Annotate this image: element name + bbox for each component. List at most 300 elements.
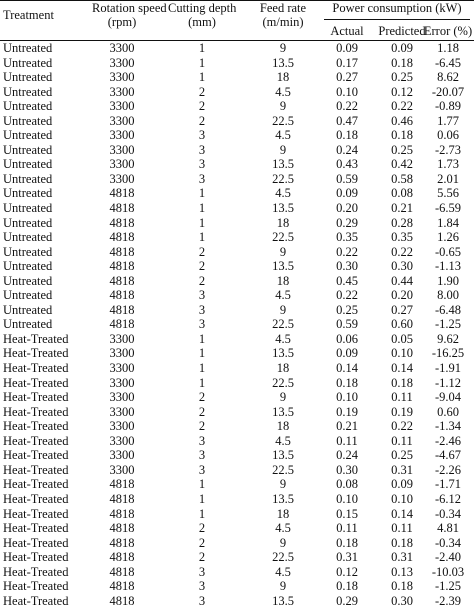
cell-error: -2.26 (434, 462, 462, 477)
cell-predicted: 0.35 (391, 230, 413, 245)
cell-error: -2.73 (434, 142, 462, 157)
cell-actual: 0.08 (336, 477, 358, 492)
header-error: Error (%) (423, 24, 473, 38)
cell-cutting-depth: 3 (198, 317, 206, 332)
cell-error: -1.34 (434, 419, 462, 434)
cell-predicted: 0.25 (391, 448, 413, 463)
cell-feed-rate: 18 (276, 273, 290, 288)
cell-error: 8.00 (437, 288, 459, 303)
cell-predicted: 0.60 (391, 317, 413, 332)
header-actual: Actual (330, 24, 364, 38)
cell-error: 5.56 (437, 186, 459, 201)
table-row (0, 288, 474, 303)
header-cutting-depth-unit: (mm) (188, 15, 216, 29)
cell-cutting-depth: 2 (198, 113, 206, 128)
cell-treatment: Untreated (3, 157, 53, 172)
cell-predicted: 0.11 (391, 521, 413, 536)
cell-cutting-depth: 2 (198, 259, 206, 274)
cell-predicted: 0.05 (391, 331, 413, 346)
cell-feed-rate: 13.5 (272, 448, 294, 463)
cell-treatment: Heat-Treated (3, 506, 69, 521)
cell-error: -2.46 (434, 433, 462, 448)
cell-treatment: Untreated (3, 230, 53, 245)
cell-rotation-speed: 3300 (109, 55, 135, 70)
cell-error: -16.25 (431, 346, 465, 361)
cell-error: -4.67 (434, 448, 462, 463)
table-row (0, 172, 474, 187)
cell-feed-rate: 22.5 (272, 171, 294, 186)
table-row (0, 550, 474, 565)
cell-actual: 0.11 (336, 433, 358, 448)
cell-error: 1.18 (437, 41, 459, 55)
cell-error: -2.39 (434, 593, 462, 608)
cell-treatment: Heat-Treated (3, 579, 69, 594)
cell-error: -0.89 (434, 99, 462, 114)
cell-treatment: Heat-Treated (3, 564, 69, 579)
cell-predicted: 0.27 (391, 302, 413, 317)
cell-actual: 0.09 (336, 41, 358, 55)
cell-treatment: Heat-Treated (3, 477, 69, 492)
cell-cutting-depth: 1 (198, 361, 206, 376)
cell-predicted: 0.25 (391, 142, 413, 157)
cell-actual: 0.20 (336, 201, 358, 216)
cell-feed-rate: 22.5 (272, 462, 294, 477)
cell-cutting-depth: 2 (198, 99, 206, 114)
cell-feed-rate: 4.5 (275, 128, 291, 143)
cell-rotation-speed: 4818 (109, 186, 135, 201)
cell-error: -0.34 (434, 506, 462, 521)
cell-error: 1.73 (437, 157, 459, 172)
cell-treatment: Untreated (3, 317, 53, 332)
cell-cutting-depth: 3 (198, 128, 206, 143)
cell-cutting-depth: 2 (198, 535, 206, 550)
cell-treatment: Untreated (3, 84, 53, 99)
cell-actual: 0.25 (336, 302, 358, 317)
cell-rotation-speed: 4818 (109, 535, 135, 550)
cell-predicted: 0.46 (391, 113, 413, 128)
table-row (0, 463, 474, 478)
cell-cutting-depth: 3 (198, 433, 206, 448)
cell-error: -1.91 (434, 361, 462, 376)
cell-rotation-speed: 3300 (109, 171, 135, 186)
cell-rotation-speed: 4818 (109, 593, 135, 608)
cell-error: 9.62 (437, 331, 459, 346)
cell-feed-rate: 13.5 (272, 55, 294, 70)
cell-error: -20.07 (431, 84, 465, 99)
cell-feed-rate: 13.5 (272, 157, 294, 172)
cell-actual: 0.12 (336, 564, 358, 579)
cell-feed-rate: 13.5 (272, 259, 294, 274)
cell-actual: 0.09 (336, 346, 358, 361)
cell-predicted: 0.18 (391, 375, 413, 390)
cell-feed-rate: 4.5 (275, 331, 291, 346)
cell-predicted: 0.44 (391, 273, 413, 288)
table-row (0, 434, 474, 449)
cell-treatment: Heat-Treated (3, 433, 69, 448)
cell-actual: 0.14 (336, 361, 358, 376)
cell-cutting-depth: 1 (198, 506, 206, 521)
cell-cutting-depth: 3 (198, 142, 206, 157)
cell-predicted: 0.31 (391, 550, 413, 565)
cell-cutting-depth: 1 (198, 375, 206, 390)
cell-cutting-depth: 1 (198, 477, 206, 492)
cell-predicted: 0.28 (391, 215, 413, 230)
cell-cutting-depth: 1 (198, 230, 206, 245)
cell-treatment: Heat-Treated (3, 346, 69, 361)
cell-predicted: 0.09 (391, 41, 413, 55)
table-row (0, 346, 474, 361)
table-row (0, 565, 474, 580)
cell-treatment: Untreated (3, 171, 53, 186)
table-row (0, 448, 474, 463)
cell-feed-rate: 4.5 (275, 288, 291, 303)
table-row (0, 332, 474, 347)
cell-feed-rate: 9 (279, 142, 287, 157)
table-row (0, 477, 474, 492)
cell-rotation-speed: 4818 (109, 302, 135, 317)
cell-treatment: Heat-Treated (3, 331, 69, 346)
cell-rotation-speed: 4818 (109, 244, 135, 259)
cell-actual: 0.21 (336, 419, 358, 434)
cell-predicted: 0.22 (391, 244, 413, 259)
cell-feed-rate: 18 (276, 361, 290, 376)
cell-feed-rate: 4.5 (275, 564, 291, 579)
cell-rotation-speed: 3300 (109, 361, 135, 376)
cell-feed-rate: 18 (276, 506, 290, 521)
cell-rotation-speed: 3300 (109, 433, 135, 448)
table-row (0, 419, 474, 434)
cell-error: -0.34 (434, 535, 462, 550)
cell-predicted: 0.25 (391, 70, 413, 85)
cell-cutting-depth: 3 (198, 448, 206, 463)
cell-feed-rate: 13.5 (272, 201, 294, 216)
cell-actual: 0.59 (336, 317, 358, 332)
cell-cutting-depth: 3 (198, 288, 206, 303)
cell-feed-rate: 9 (279, 41, 287, 55)
cell-rotation-speed: 4818 (109, 521, 135, 536)
header-power-consumption: Power consumption (kW) (332, 1, 462, 15)
cell-cutting-depth: 2 (198, 244, 206, 259)
cell-cutting-depth: 2 (198, 390, 206, 405)
cell-rotation-speed: 3300 (109, 448, 135, 463)
cell-treatment: Heat-Treated (3, 593, 69, 608)
cell-feed-rate: 9 (279, 477, 287, 492)
cell-feed-rate: 9 (279, 390, 287, 405)
table-header (0, 0, 474, 41)
cell-actual: 0.22 (336, 99, 358, 114)
cell-predicted: 0.18 (391, 535, 413, 550)
table-row (0, 507, 474, 522)
cell-predicted: 0.08 (391, 186, 413, 201)
cell-error: 1.26 (437, 230, 459, 245)
cell-feed-rate: 4.5 (275, 186, 291, 201)
cell-actual: 0.15 (336, 506, 358, 521)
cell-actual: 0.59 (336, 171, 358, 186)
cell-treatment: Untreated (3, 113, 53, 128)
cell-actual: 0.18 (336, 535, 358, 550)
table-row (0, 361, 474, 376)
cell-predicted: 0.31 (391, 462, 413, 477)
header-rotation-speed-unit: (rpm) (107, 15, 137, 29)
cell-feed-rate: 18 (276, 419, 290, 434)
cell-feed-rate: 18 (276, 70, 290, 85)
table-row (0, 56, 474, 71)
cell-predicted: 0.58 (391, 171, 413, 186)
cell-error: 1.84 (437, 215, 459, 230)
cell-cutting-depth: 1 (198, 215, 206, 230)
cell-error: 1.90 (437, 273, 459, 288)
cell-cutting-depth: 1 (198, 346, 206, 361)
cell-actual: 0.24 (336, 448, 358, 463)
cell-actual: 0.27 (336, 70, 358, 85)
cell-cutting-depth: 1 (198, 491, 206, 506)
cell-treatment: Untreated (3, 288, 53, 303)
cell-error: 0.60 (437, 404, 459, 419)
table-row (0, 274, 474, 289)
cell-error: -1.71 (434, 477, 462, 492)
cell-feed-rate: 9 (279, 244, 287, 259)
header-feed-rate-unit: (m/min) (262, 15, 304, 29)
cell-actual: 0.10 (336, 84, 358, 99)
cell-cutting-depth: 1 (198, 41, 206, 55)
table-row (0, 230, 474, 245)
cell-error: 1.77 (437, 113, 459, 128)
cell-feed-rate: 9 (279, 99, 287, 114)
cell-rotation-speed: 3300 (109, 375, 135, 390)
table-row (0, 157, 474, 172)
cell-feed-rate: 18 (276, 215, 290, 230)
cell-predicted: 0.10 (391, 491, 413, 506)
cell-predicted: 0.22 (391, 419, 413, 434)
cell-error: 2.01 (437, 171, 459, 186)
cell-predicted: 0.22 (391, 99, 413, 114)
table-row (0, 390, 474, 405)
cell-rotation-speed: 3300 (109, 84, 135, 99)
cell-rotation-speed: 3300 (109, 157, 135, 172)
table-row (0, 536, 474, 551)
header-cutting-depth: Cutting depth (168, 1, 237, 15)
cell-treatment: Untreated (3, 302, 53, 317)
cell-actual: 0.11 (336, 521, 358, 536)
cell-rotation-speed: 4818 (109, 564, 135, 579)
cell-treatment: Heat-Treated (3, 462, 69, 477)
cell-rotation-speed: 4818 (109, 288, 135, 303)
header-feed-rate: Feed rate (259, 1, 307, 15)
table-row (0, 41, 474, 56)
cell-cutting-depth: 2 (198, 419, 206, 434)
table-row (0, 143, 474, 158)
cell-cutting-depth: 1 (198, 186, 206, 201)
cell-actual: 0.24 (336, 142, 358, 157)
cell-predicted: 0.12 (391, 84, 413, 99)
cell-actual: 0.31 (336, 550, 358, 565)
cell-treatment: Untreated (3, 201, 53, 216)
cell-actual: 0.22 (336, 244, 358, 259)
table-body (0, 41, 474, 608)
cell-rotation-speed: 3300 (109, 70, 135, 85)
cell-predicted: 0.14 (391, 506, 413, 521)
cell-predicted: 0.30 (391, 259, 413, 274)
header-treatment: Treatment (3, 8, 54, 22)
cell-rotation-speed: 3300 (109, 390, 135, 405)
cell-actual: 0.29 (336, 215, 358, 230)
cell-feed-rate: 22.5 (272, 317, 294, 332)
cell-cutting-depth: 2 (198, 521, 206, 536)
cell-treatment: Untreated (3, 259, 53, 274)
cell-actual: 0.18 (336, 375, 358, 390)
cell-feed-rate: 13.5 (272, 593, 294, 608)
table-row (0, 186, 474, 201)
cell-rotation-speed: 4818 (109, 201, 135, 216)
cell-treatment: Heat-Treated (3, 491, 69, 506)
cell-rotation-speed: 3300 (109, 404, 135, 419)
cell-treatment: Untreated (3, 41, 53, 55)
cell-rotation-speed: 3300 (109, 419, 135, 434)
cell-actual: 0.30 (336, 462, 358, 477)
table-row (0, 201, 474, 216)
table-row (0, 405, 474, 420)
cell-feed-rate: 13.5 (272, 404, 294, 419)
cell-actual: 0.29 (336, 593, 358, 608)
table-row (0, 579, 474, 594)
cell-error: 0.06 (437, 128, 459, 143)
cell-rotation-speed: 4818 (109, 506, 135, 521)
cell-feed-rate: 9 (279, 302, 287, 317)
cell-treatment: Heat-Treated (3, 448, 69, 463)
cell-actual: 0.09 (336, 186, 358, 201)
cell-feed-rate: 22.5 (272, 375, 294, 390)
cell-treatment: Heat-Treated (3, 419, 69, 434)
cell-feed-rate: 13.5 (272, 491, 294, 506)
cell-actual: 0.35 (336, 230, 358, 245)
cell-feed-rate: 22.5 (272, 230, 294, 245)
cell-error: 8.62 (437, 70, 459, 85)
cell-error: 4.81 (437, 521, 459, 536)
table-row (0, 376, 474, 391)
cell-treatment: Heat-Treated (3, 390, 69, 405)
table-row (0, 216, 474, 231)
cell-treatment: Untreated (3, 244, 53, 259)
cell-error: -0.65 (434, 244, 462, 259)
cell-cutting-depth: 3 (198, 157, 206, 172)
cell-cutting-depth: 3 (198, 462, 206, 477)
cell-cutting-depth: 2 (198, 84, 206, 99)
cell-treatment: Heat-Treated (3, 535, 69, 550)
cell-error: -9.04 (434, 390, 462, 405)
cell-treatment: Untreated (3, 186, 53, 201)
cell-rotation-speed: 3300 (109, 99, 135, 114)
cell-actual: 0.45 (336, 273, 358, 288)
cell-cutting-depth: 3 (198, 302, 206, 317)
cell-predicted: 0.11 (391, 433, 413, 448)
cell-feed-rate: 4.5 (275, 84, 291, 99)
cell-error: -6.45 (434, 55, 462, 70)
cell-cutting-depth: 2 (198, 273, 206, 288)
cell-actual: 0.10 (336, 491, 358, 506)
table-row (0, 128, 474, 143)
cell-rotation-speed: 4818 (109, 579, 135, 594)
cell-rotation-speed: 4818 (109, 491, 135, 506)
cell-rotation-speed: 4818 (109, 317, 135, 332)
cell-treatment: Untreated (3, 273, 53, 288)
cell-treatment: Untreated (3, 70, 53, 85)
cell-rotation-speed: 4818 (109, 273, 135, 288)
cell-actual: 0.17 (336, 55, 358, 70)
cell-treatment: Heat-Treated (3, 361, 69, 376)
cell-predicted: 0.18 (391, 579, 413, 594)
cell-actual: 0.10 (336, 390, 358, 405)
cell-predicted: 0.11 (391, 390, 413, 405)
cell-error: -1.25 (434, 579, 462, 594)
table-row (0, 303, 474, 318)
cell-rotation-speed: 3300 (109, 346, 135, 361)
header-group-rule (324, 19, 470, 20)
cell-actual: 0.43 (336, 157, 358, 172)
cell-predicted: 0.21 (391, 201, 413, 216)
cell-rotation-speed: 4818 (109, 550, 135, 565)
cell-feed-rate: 22.5 (272, 550, 294, 565)
table-row (0, 245, 474, 260)
cell-feed-rate: 22.5 (272, 113, 294, 128)
cell-treatment: Untreated (3, 128, 53, 143)
cell-predicted: 0.13 (391, 564, 413, 579)
cell-cutting-depth: 3 (198, 564, 206, 579)
table-row (0, 521, 474, 536)
cell-treatment: Heat-Treated (3, 404, 69, 419)
cell-rotation-speed: 3300 (109, 113, 135, 128)
cell-rotation-speed: 3300 (109, 331, 135, 346)
cell-rotation-speed: 4818 (109, 215, 135, 230)
cell-treatment: Heat-Treated (3, 550, 69, 565)
cell-error: -1.12 (434, 375, 462, 390)
cell-rotation-speed: 3300 (109, 142, 135, 157)
cell-rotation-speed: 3300 (109, 462, 135, 477)
cell-predicted: 0.19 (391, 404, 413, 419)
cell-predicted: 0.10 (391, 346, 413, 361)
cell-treatment: Heat-Treated (3, 375, 69, 390)
cell-rotation-speed: 3300 (109, 41, 135, 55)
table-row (0, 99, 474, 114)
cell-predicted: 0.18 (391, 128, 413, 143)
table-row (0, 259, 474, 274)
cell-error: -6.12 (434, 491, 462, 506)
cell-predicted: 0.20 (391, 288, 413, 303)
cell-feed-rate: 4.5 (275, 433, 291, 448)
cell-cutting-depth: 2 (198, 550, 206, 565)
cell-rotation-speed: 4818 (109, 259, 135, 274)
header-predicted: Predicted (378, 24, 426, 38)
cell-actual: 0.22 (336, 288, 358, 303)
table-row (0, 594, 474, 609)
cell-actual: 0.18 (336, 128, 358, 143)
cell-feed-rate: 13.5 (272, 346, 294, 361)
cell-rotation-speed: 4818 (109, 477, 135, 492)
cell-cutting-depth: 1 (198, 55, 206, 70)
cell-actual: 0.47 (336, 113, 358, 128)
cell-actual: 0.19 (336, 404, 358, 419)
cell-cutting-depth: 1 (198, 331, 206, 346)
cell-feed-rate: 9 (279, 579, 287, 594)
cell-feed-rate: 9 (279, 535, 287, 550)
cell-rotation-speed: 3300 (109, 128, 135, 143)
cell-error: -6.59 (434, 201, 462, 216)
cell-actual: 0.18 (336, 579, 358, 594)
cell-error: -1.25 (434, 317, 462, 332)
cell-cutting-depth: 1 (198, 70, 206, 85)
cell-treatment: Untreated (3, 215, 53, 230)
cell-treatment: Heat-Treated (3, 521, 69, 536)
cell-predicted: 0.18 (391, 55, 413, 70)
